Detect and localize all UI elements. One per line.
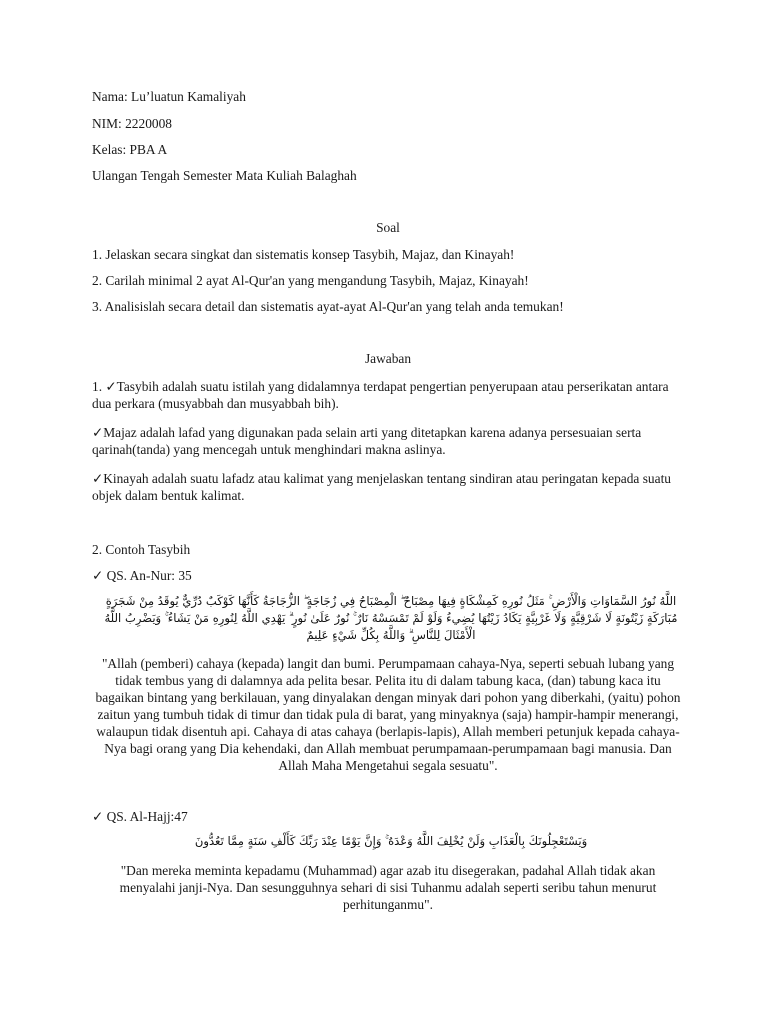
soal-heading: Soal [376, 220, 400, 235]
jawaban-heading: Jawaban [364, 351, 412, 366]
student-name: Nama: Lu’luatun Kamaliyah [92, 89, 246, 104]
kinayah-definition: ✓Kinayah adalah suatu lafadz atau kalimat yang menjelaskan tentang sindiran atau peringatan kepada suatu objek dalam bentuk kalimat. [92, 471, 671, 503]
example-2-reference: ✓ QS. Al-Hajj:47 [92, 809, 188, 824]
contoh-tasybih-heading: 2. Contoh Tasybih [92, 542, 191, 557]
question-3: 3. Analisislah secara detail dan sistematis ayat-ayat Al-Qur'an yang telah anda temukan! [92, 299, 564, 314]
question-1: 1. Jelaskan secara singkat dan sistematis konsep Tasybih, Majaz, dan Kinayah! [92, 247, 515, 262]
example-1-translation: "Allah (pemberi) cahaya (kepada) langit dan bumi. Perumpamaan cahaya-Nya, seperti sebuah lubang yang tidak tembus yang di dalamnya ada pelita besar. Pelita itu di dalam tabung kaca, (dan) tabung kaca itu bagaikan bintang yang berkilauan, yang dinyalakan dengan minyak dari pohon yang diberkahi, (yaitu) pohon zaitun yang tumbuh tidak di timur dan tidak pula di barat, yang minyaknya (saja) hampir-hampir menerangi, walaupun tidak disentuh api. Cahaya di atas cahaya (berlapis-lapis), Allah memberi petunjuk kepada cahaya-Nya bagi orang yang Dia kehendaki, dan Allah membuat perumpamaan-perumpamaan bagi manusia. Dan Allah Maha Mengetahui segala sesuatu". [95, 656, 681, 773]
example-2-arabic-verse: وَيَسْتَعْجِلُونَكَ بِالْعَذَابِ وَلَنْ يُخْلِفَ اللَّهُ وَعْدَهُ ۚ وَإِنَّ يَوْمًا عِنْدَ رَبِّكَ كَأَلْفِ سَنَةٍ مِمَّا تَعُدُّونَ [194, 834, 588, 848]
question-2: 2. Carilah minimal 2 ayat Al-Qur'an yang mengandung Tasybih, Majaz, Kinayah! [92, 273, 529, 288]
example-2-translation: "Dan mereka meminta kepadamu (Muhammad) agar azab itu disegerakan, padahal Allah tidak akan menyalahi janji-Nya. Dan sesungguhnya sehari di sisi Tuhanmu adalah seperti seribu tahun menurut perhitunganmu". [119, 863, 657, 912]
majaz-definition: ✓Majaz adalah lafad yang digunakan pada selain arti yang ditetapkan karena adanya persesuaian serta qarinah(tanda) yang mencegah untuk menghindari makna aslinya. [92, 425, 642, 457]
tasybih-definition: 1. ✓Tasybih adalah suatu istilah yang didalamnya terdapat pengertian penyerupaan atau perserikatan antara dua perkara (musyabbah dan musyabbah bih). [92, 379, 669, 411]
student-class: Kelas: PBA A [92, 142, 168, 157]
student-nim: NIM: 2220008 [92, 116, 172, 131]
example-1-reference: ✓ QS. An-Nur: 35 [92, 568, 192, 583]
exam-title: Ulangan Tengah Semester Mata Kuliah Balaghah [92, 168, 357, 183]
example-1-arabic-verse: اللَّهُ نُورُ السَّمَاوَاتِ وَالْأَرْضِ ۚ مَثَلُ نُورِهِ كَمِشْكَاةٍ فِيهَا مِصْبَاحٌ ۖ الْمِصْبَاحُ فِي زُجَاجَةٍ ۖ الزُّجَاجَةُ كَأَنَّهَا كَوْكَبٌ دُرِّيٌّ يُوقَدُ مِنْ شَجَرَةٍ مُبَارَكَةٍ زَيْتُونَةٍ لَا شَرْقِيَّةٍ وَلَا غَرْبِيَّةٍ يَكَادُ زَيْتُهَا يُضِيءُ وَلَوْ لَمْ تَمْسَسْهُ نَارٌ ۚ نُورٌ عَلَىٰ نُورٍ ۗ يَهْدِي اللَّهُ لِنُورِهِ مَنْ يَشَاءُ ۚ وَيَضْرِبُ اللَّهُ الْأَمْثَالَ لِلنَّاسِ ۗ وَاللَّهُ بِكُلِّ شَيْءٍ عَلِيمٌ [104, 594, 678, 642]
